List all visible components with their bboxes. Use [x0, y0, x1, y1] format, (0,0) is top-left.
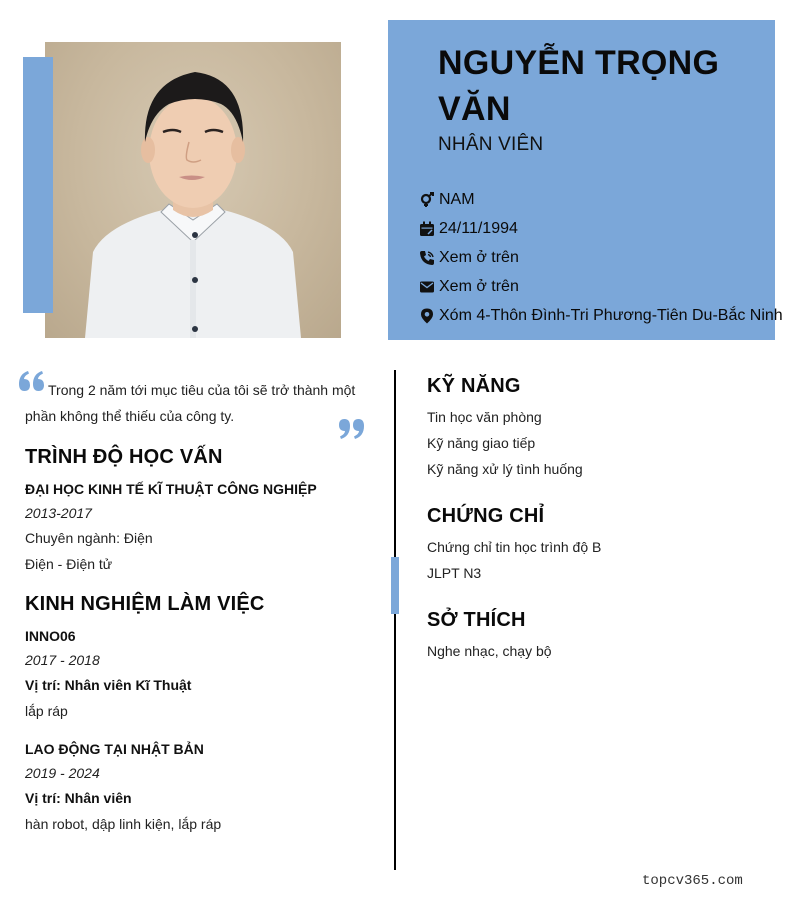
gender-value: NAM: [439, 190, 475, 208]
phone-icon: [418, 249, 436, 267]
experience-entry: [25, 624, 191, 724]
envelope-icon: [418, 278, 436, 296]
profile-photo: [45, 42, 341, 338]
company-name: LAO ĐỘNG TẠI NHẬT BẢN: [25, 741, 204, 757]
experience-position: Vị trí: Nhân viên Kĩ Thuật: [25, 677, 192, 693]
certificate-item: JLPT N3: [427, 565, 482, 581]
education-major: Chuyên ngành: Điện: [25, 530, 153, 546]
company-name: INNO06: [25, 628, 76, 644]
school-name: ĐẠI HỌC KINH TẾ KĨ THUẬT CÔNG NGHIỆP: [25, 481, 317, 497]
skill-item: Kỹ năng xử lý tình huống: [427, 461, 583, 477]
hobby-item: Nghe nhạc, chạy bộ: [427, 643, 552, 659]
contact-phone: [418, 243, 783, 272]
hobbies-title: SỞ THÍCH: [427, 609, 526, 631]
map-marker-icon: [418, 307, 436, 325]
contact-email: [418, 272, 783, 301]
skills-section: [427, 375, 583, 482]
address-value: Xóm 4-Thôn Đình-Tri Phương-Tiên Du-Bắc Ninh: [439, 306, 783, 324]
site-watermark: topcv365.com: [642, 873, 743, 889]
phone-value[interactable]: Xem ở trên: [439, 248, 519, 266]
experience-description: lắp ráp: [25, 703, 68, 719]
education-period: 2013-2017: [25, 505, 92, 521]
education-title: TRÌNH ĐỘ HỌC VẤN: [25, 446, 223, 468]
certificates-title: CHỨNG CHỈ: [427, 505, 545, 527]
contact-gender: [418, 185, 783, 214]
experience-title: KINH NGHIỆM LÀM VIỆC: [25, 593, 265, 615]
gender-icon: [418, 191, 436, 209]
hobbies-section: [427, 609, 552, 664]
column-divider: [394, 370, 396, 870]
skills-title: KỸ NĂNG: [427, 375, 521, 397]
email-value[interactable]: Xem ở trên: [439, 277, 519, 295]
portrait-illustration: [45, 42, 341, 338]
experience-position: Vị trí: Nhân viên: [25, 790, 132, 806]
experience-period: 2017 - 2018: [25, 652, 100, 668]
divider-accent-block: [391, 557, 399, 614]
certificates-section: [427, 505, 601, 586]
full-name: NGUYỄN TRỌNG VĂN: [438, 44, 720, 128]
job-title: NHÂN VIÊN: [438, 134, 544, 155]
header-panel: [388, 20, 783, 340]
skill-item: Tin học văn phòng: [427, 409, 542, 425]
quote-open-icon: [19, 370, 45, 392]
education-entry: [25, 477, 317, 577]
education-detail: Điện - Điện tử: [25, 556, 113, 572]
photo-accent-bar: [23, 57, 53, 313]
birthdate-value: 24/11/1994: [439, 219, 518, 237]
career-objective: Trong 2 năm tới mục tiêu của tôi sẽ trở thành một phần không thể thiếu của công ty.: [25, 382, 356, 424]
certificate-item: Chứng chỉ tin học trình độ B: [427, 539, 602, 555]
calendar-icon: [418, 220, 436, 238]
left-column: [25, 370, 370, 832]
contact-birthdate: [418, 214, 783, 243]
quote-close-icon: [339, 418, 365, 440]
contact-address: [418, 301, 783, 330]
experience-entry: [25, 737, 221, 837]
experience-description: hàn robot, dập linh kiện, lắp ráp: [25, 816, 222, 832]
skill-item: Kỹ năng giao tiếp: [427, 435, 536, 451]
contact-list: [418, 185, 783, 330]
experience-period: 2019 - 2024: [25, 765, 100, 781]
